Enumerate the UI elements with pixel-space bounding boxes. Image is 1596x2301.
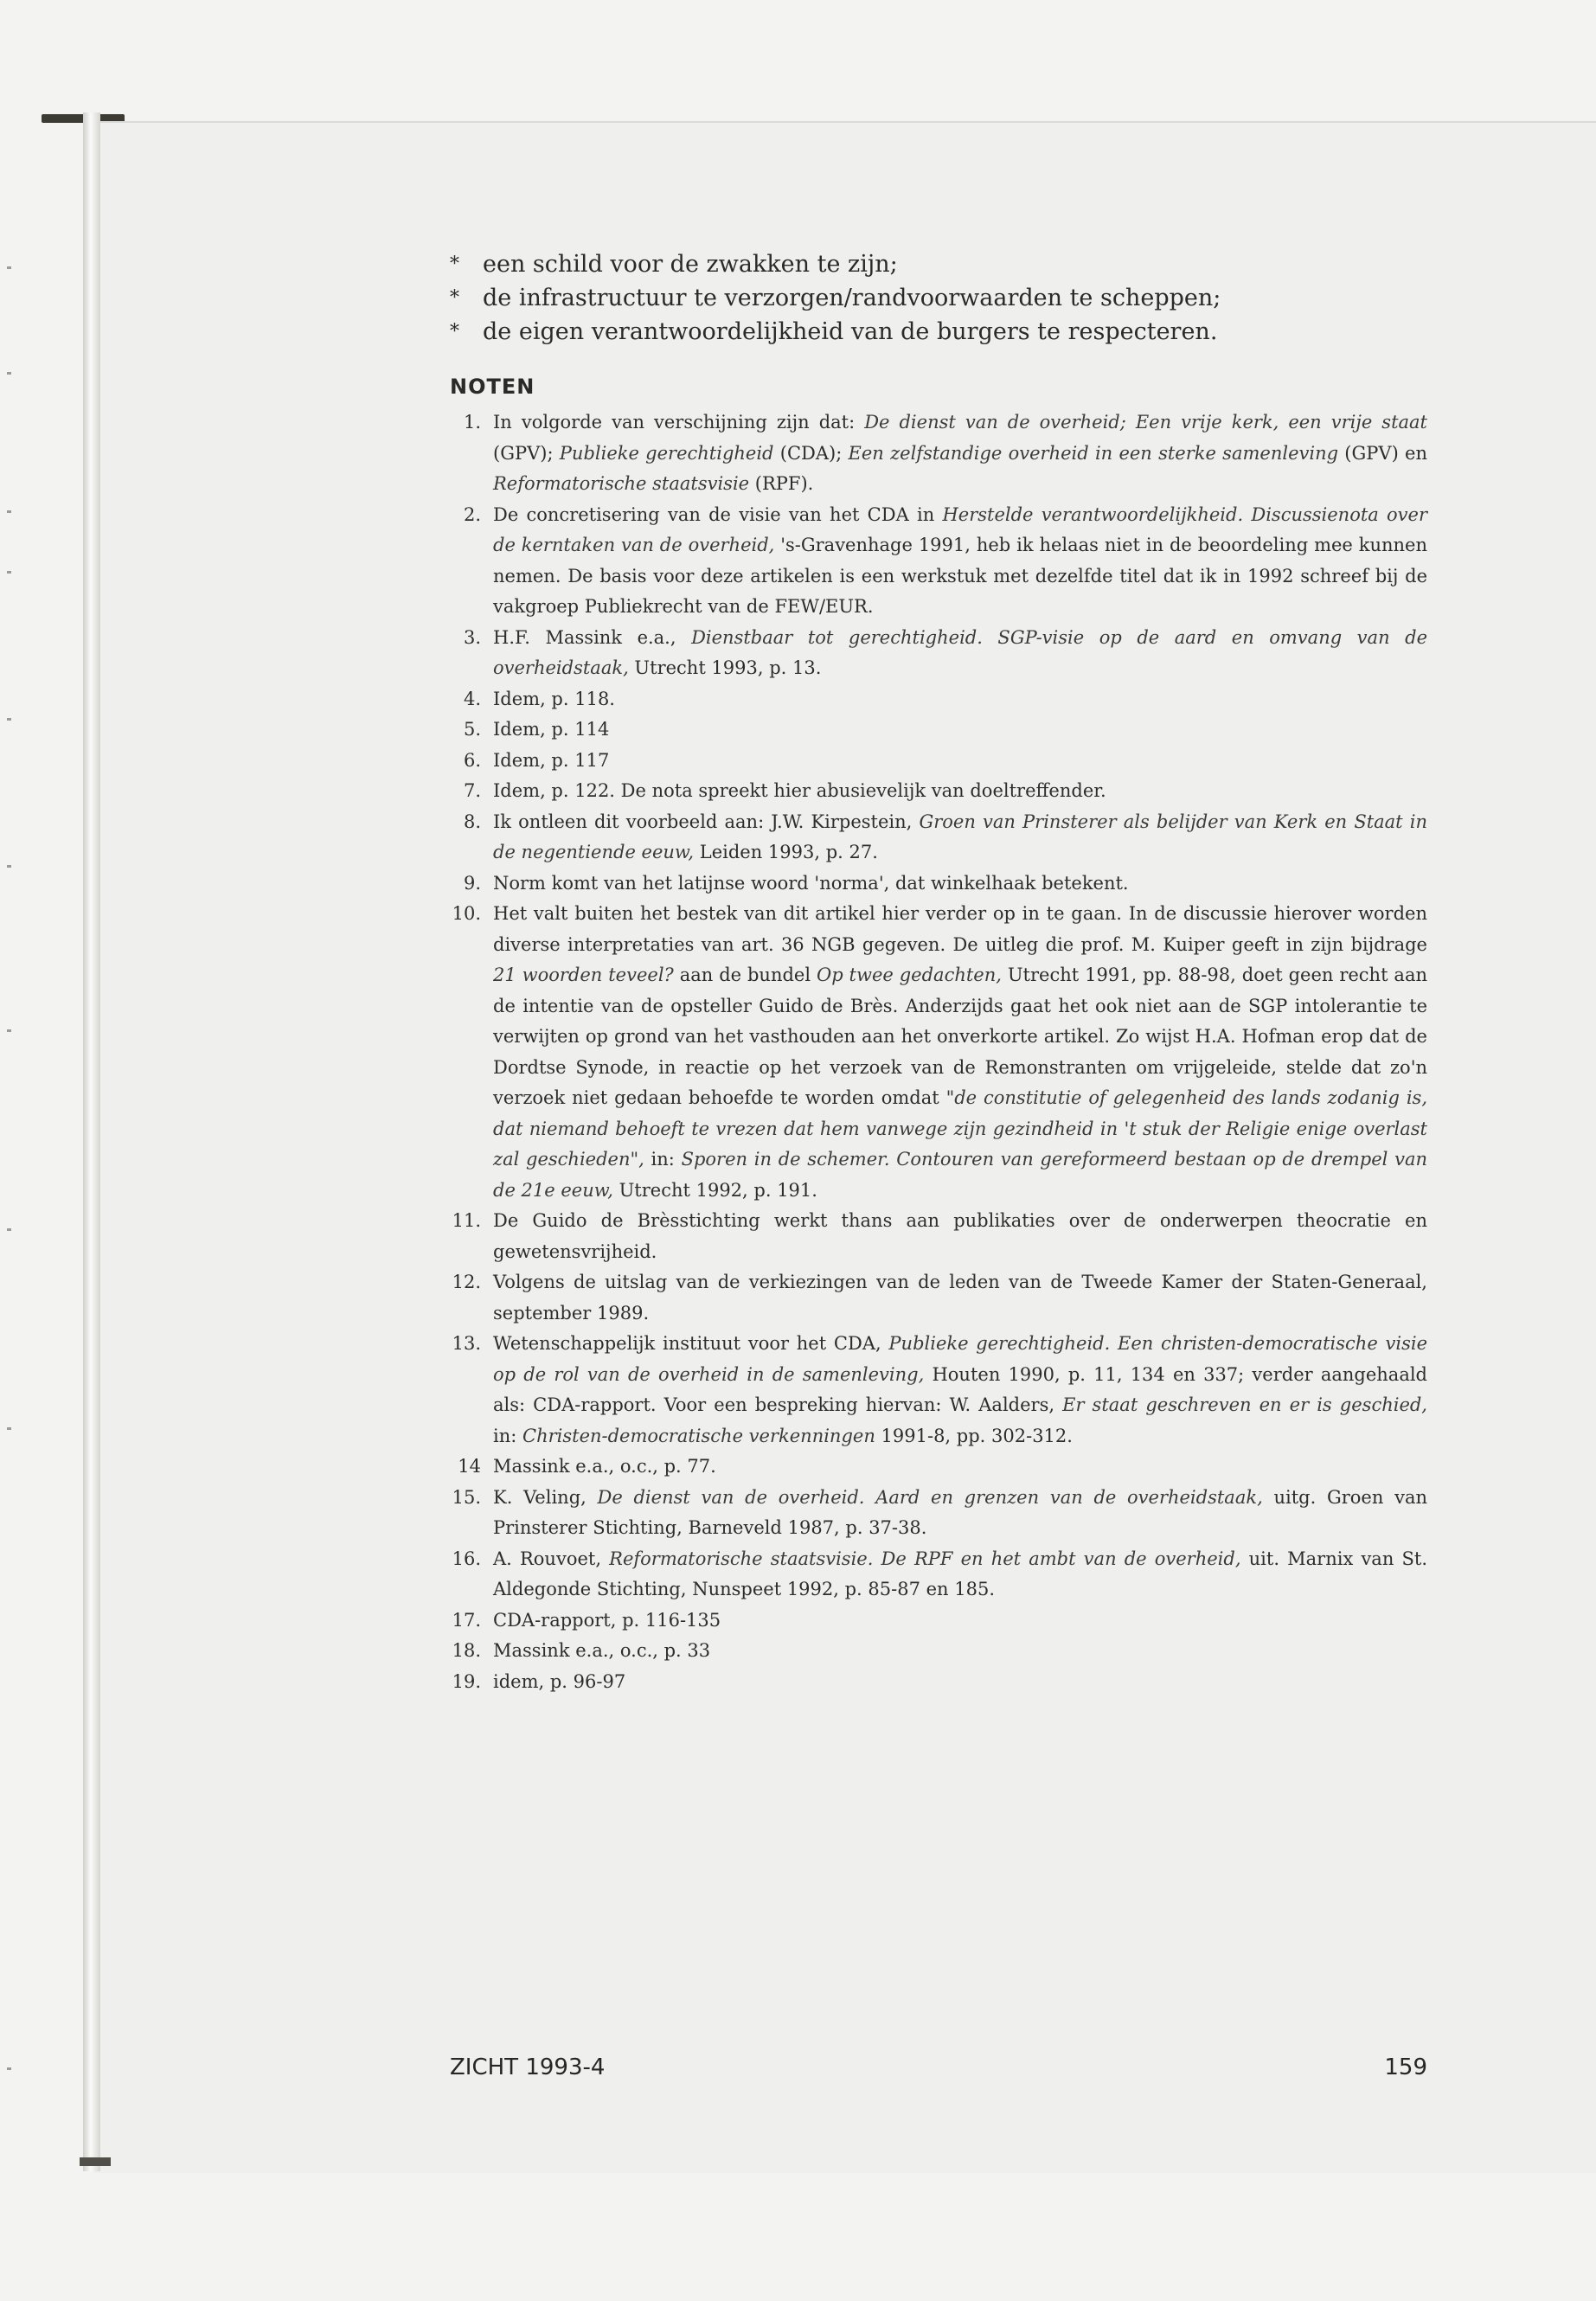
footnote-item — [450, 1452, 1427, 1483]
footnote-italic-text: "de constitutie of gelegenheid des lands zodanig is, dat niemand behoeft te vrezen dat hem vanwege zijn gezindheid in 't stuk der Religie enige overlast zal geschieden", — [493, 1087, 1427, 1170]
footnote-text: (CDA); — [773, 442, 849, 464]
footnote-italic-text: Reformatorische staatsvisie — [493, 473, 750, 494]
footnote-item — [450, 746, 1427, 777]
footnote-number: 3. — [463, 626, 481, 648]
footnote-item — [450, 715, 1427, 746]
footnote-item — [450, 1606, 1427, 1637]
book-spine — [83, 112, 100, 2171]
footnote-number: 16. — [452, 1548, 481, 1569]
footnote-text: aan de bundel — [673, 965, 817, 985]
footnote-item — [450, 623, 1427, 684]
footnote-item — [450, 776, 1427, 807]
edge-mark — [7, 2067, 11, 2070]
edge-mark — [7, 718, 11, 721]
edge-mark — [7, 1029, 11, 1032]
footnote-text: Idem, p. 114 — [493, 719, 610, 740]
footnote-number: 13. — [452, 1333, 481, 1354]
footnote-number: 15. — [452, 1486, 481, 1508]
footnote-italic-text: Publieke gerechtigheid. Een christen-democratische visie op de rol van de overheid in de samenleving, — [493, 1333, 1428, 1385]
footnote-text: Massink e.a., o.c., p. 77. — [493, 1456, 716, 1477]
footnote-text: Idem, p. 118. — [493, 688, 615, 709]
edge-mark — [7, 372, 11, 375]
footnote-italic-text: Een zelfstandige overheid in een sterke samenleving — [848, 442, 1339, 464]
bullet-item: * de infrastructuur te verzorgen/randvoorwaarden te scheppen; — [450, 281, 1427, 315]
footnote-italic-text: 21 woorden teveel? — [493, 965, 674, 985]
edge-mark — [7, 1228, 11, 1231]
footnote-number: 19. — [452, 1670, 481, 1692]
footnote-item — [450, 899, 1427, 1206]
edge-mark — [7, 571, 11, 574]
notes-heading: NOTEN — [450, 375, 535, 399]
footnote-number: 1. — [463, 412, 481, 433]
footnote-text: De concretisering van de visie van het CDA in — [493, 503, 943, 525]
footnote-item — [450, 807, 1427, 868]
footnote-number: 4. — [463, 688, 481, 709]
footnote-number: 8. — [463, 811, 481, 832]
footnote-item — [450, 1329, 1427, 1452]
footnote-item — [450, 407, 1427, 500]
footnote-italic-text: Christen-democratische verkenningen — [522, 1425, 875, 1446]
footnote-text: (GPV); — [493, 442, 560, 464]
footnote-text: Idem, p. 117 — [493, 749, 610, 771]
footnote-text: Utrecht 1992, p. 191. — [612, 1179, 817, 1201]
footnote-item — [450, 1483, 1427, 1544]
footnote-number: 2. — [463, 503, 481, 525]
footnote-text: Houten 1990, p. 11, 134 en 337; verder aangehaald als: CDA-rapport. Voor een bespreking hiervan: W. Aalders, — [493, 1363, 1427, 1415]
page-number: 159 — [1384, 2054, 1427, 2080]
footnote-text: A. Rouvoet, — [493, 1548, 610, 1569]
footnote-text: Het valt buiten het bestek van dit artikel hier verder op in te gaan. In de discussie hierover worden diverse interpretaties van art. 36 NGB gegeven. De uitleg die prof. M. Kuiper geeft in zijn bijdrage — [493, 903, 1427, 955]
footnote-italic-text: Er staat geschreven en er is geschied, — [1062, 1394, 1427, 1415]
footnote-text: H.F. Massink e.a., — [493, 626, 692, 648]
edge-mark — [7, 510, 11, 513]
footnote-text: Utrecht 1991, pp. 88-98, doet geen recht aan de intentie van de opsteller Guido de Brès. Anderzijds gaat het ook niet aan de SGP intolerantie te verwijten op grond van het vasthouden aan het onverkorte artikel. Zo wijst H.A. Hofman erop dat de Dordtse Synode, in reactie op het verzoek van de Remonstranten om vrijgeleide, stelde dat zo'n verzoek niet gedaan behoefde te worden omdat — [493, 965, 1427, 1108]
footnote-italic-text: Dienstbaar tot gerechtigheid. SGP-visie op de aard en omvang van de overheidstaak, — [493, 626, 1427, 678]
footnote-text: (GPV) en — [1338, 442, 1427, 464]
footnote-text: In volgorde van verschijning zijn dat: — [493, 412, 865, 433]
footnote-text: 's-Gravenhage 1991, heb ik helaas niet in de beoordeling mee kunnen nemen. De basis voor deze artikelen is een werkstuk met dezelfde titel dat ik in 1992 schreef bij de vakgroep Publiekrecht van de FEW/EUR. — [493, 535, 1427, 617]
footnote-item — [450, 684, 1427, 715]
binding-bottom-mark — [80, 2157, 111, 2166]
bullet-item: * de eigen verantwoordelijkheid van de burgers te respecteren. — [450, 315, 1427, 349]
footnote-italic-text: Op twee gedachten, — [816, 965, 1002, 985]
footnote-number: 18. — [452, 1640, 481, 1661]
footnote-item — [450, 1206, 1427, 1267]
footnote-item — [450, 1636, 1427, 1667]
footnote-item — [450, 1544, 1427, 1606]
footnote-text: Norm komt van het latijnse woord 'norma', dat winkelhaak betekent. — [493, 872, 1129, 894]
footnote-italic-text: Sporen in de schemer. Contouren van gereformeerd bestaan op de drempel van de 21e eeuw, — [493, 1149, 1427, 1201]
notes-list — [450, 407, 1427, 1697]
footnote-italic-text: De dienst van de overheid. Aard en grenzen van de overheidstaak, — [597, 1486, 1263, 1508]
edge-mark — [7, 1427, 11, 1430]
footnote-text: Massink e.a., o.c., p. 33 — [493, 1640, 711, 1661]
footnote-text: Utrecht 1993, p. 13. — [628, 657, 822, 678]
footnote-text: 1991-8, pp. 302-312. — [875, 1425, 1073, 1446]
footnote-number: 14 — [458, 1456, 481, 1477]
footnote-number: 17. — [452, 1609, 481, 1631]
footnote-number: 7. — [463, 780, 481, 801]
footnote-text: De Guido de Brèsstichting werkt thans aan publikaties over de onderwerpen theocratie en gewetensvrijheid. — [493, 1210, 1427, 1262]
footnote-text: in: — [493, 1425, 522, 1446]
footnote-text: Ik ontleen dit voorbeeld aan: J.W. Kirpestein, — [493, 811, 920, 832]
bullet-item: * een schild voor de zwakken te zijn; — [450, 247, 1427, 281]
footnote-item — [450, 868, 1427, 900]
footnote-text: Wetenschappelijk instituut voor het CDA, — [493, 1333, 889, 1354]
footnote-text: Volgens de uitslag van de verkiezingen van de leden van de Tweede Kamer der Staten-Generaal, september 1989. — [493, 1272, 1427, 1324]
footnote-text: (RPF). — [749, 473, 814, 494]
footnote-text: idem, p. 96-97 — [493, 1670, 626, 1692]
footnote-number: 9. — [463, 872, 481, 894]
page-content — [450, 247, 1427, 1697]
footnote-text: CDA-rapport, p. 116-135 — [493, 1609, 721, 1631]
footnote-italic-text: Reformatorische staatsvisie. De RPF en het ambt van de overheid, — [609, 1548, 1241, 1569]
footnote-number: 10. — [452, 903, 481, 924]
footnote-text: in: — [644, 1149, 682, 1170]
journal-title: ZICHT 1993-4 — [450, 2054, 606, 2080]
footnote-text: Leiden 1993, p. 27. — [694, 842, 878, 862]
footnote-number: 12. — [452, 1272, 481, 1292]
footnote-item — [450, 1267, 1427, 1329]
footnote-text: uit. Marnix van St. Aldegonde Stichting, Nunspeet 1992, p. 85-87 en 185. — [493, 1548, 1427, 1599]
footnote-italic-text: Publieke gerechtigheid — [559, 442, 774, 464]
footnote-italic-text: De dienst van de overheid; Een vrije kerk, een vrije staat — [864, 412, 1427, 433]
edge-mark — [7, 865, 11, 868]
edge-mark — [7, 266, 11, 269]
footnote-number: 6. — [463, 749, 481, 771]
bullet-list — [450, 247, 1427, 349]
footnote-text: Idem, p. 122. De nota spreekt hier abusievelijk van doeltreffender. — [493, 780, 1106, 801]
footnote-italic-text: Herstelde verantwoordelijkheid. Discussienota over de kerntaken van de overheid, — [493, 503, 1428, 555]
footnote-number: 11. — [452, 1210, 481, 1231]
footnote-text: K. Veling, — [493, 1486, 598, 1508]
footnote-item — [450, 1667, 1427, 1698]
footnote-text: uitg. Groen van Prinsterer Stichting, Barneveld 1987, p. 37-38. — [493, 1486, 1427, 1538]
footnote-number: 5. — [463, 719, 481, 740]
footnote-italic-text: Groen van Prinsterer als belijder van Kerk en Staat in de negentiende eeuw, — [493, 811, 1427, 862]
footnote-item — [450, 500, 1427, 623]
